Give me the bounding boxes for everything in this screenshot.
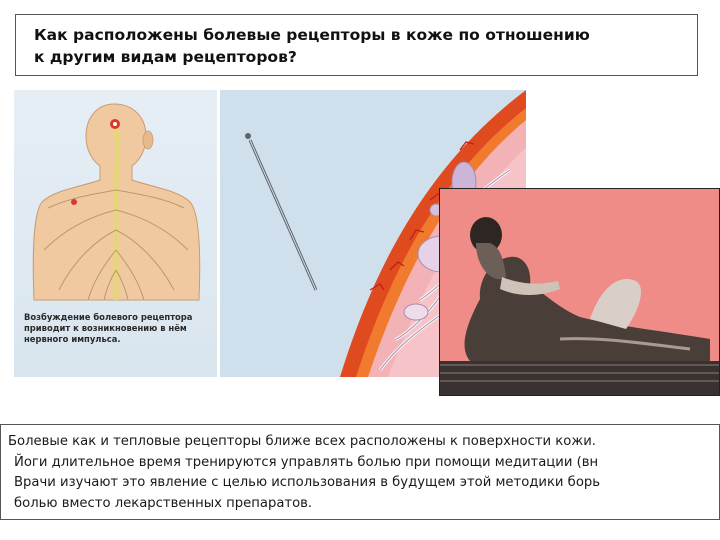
nervous-system-illustration xyxy=(14,90,217,377)
human-nervous-system-figure xyxy=(14,90,217,305)
body-text-box xyxy=(0,424,720,520)
illustration-caption xyxy=(24,312,212,345)
caption-line-2: приводит к возникновению в нём xyxy=(24,323,187,333)
body-line-1: Болевые как и тепловые рецепторы ближе всех расположены к поверхности кожи. xyxy=(8,434,596,449)
body-line-4: болью вместо лекарственных препаратов. xyxy=(14,495,313,511)
caption-line-3: нервного импульса. xyxy=(24,334,121,344)
body-line-2: Йоги длительное время тренируются управлять болью при помощи медитации (вн xyxy=(14,454,599,470)
caption-line-1: Возбуждение болевого рецептора xyxy=(24,312,193,322)
yogi-on-nails-image xyxy=(440,189,720,396)
body-text xyxy=(8,432,720,514)
slide-title-line-1: Как расположены болевые рецепторы в коже по отношению xyxy=(34,26,590,44)
slide-title xyxy=(34,24,694,68)
body-line-3: Врачи изучают это явление с целью использования в будущем этой методики борь xyxy=(14,475,601,490)
slide-title-box xyxy=(15,14,698,76)
yogi-photo xyxy=(439,188,720,396)
slide-title-line-2: к другим видам рецепторов? xyxy=(34,48,297,66)
